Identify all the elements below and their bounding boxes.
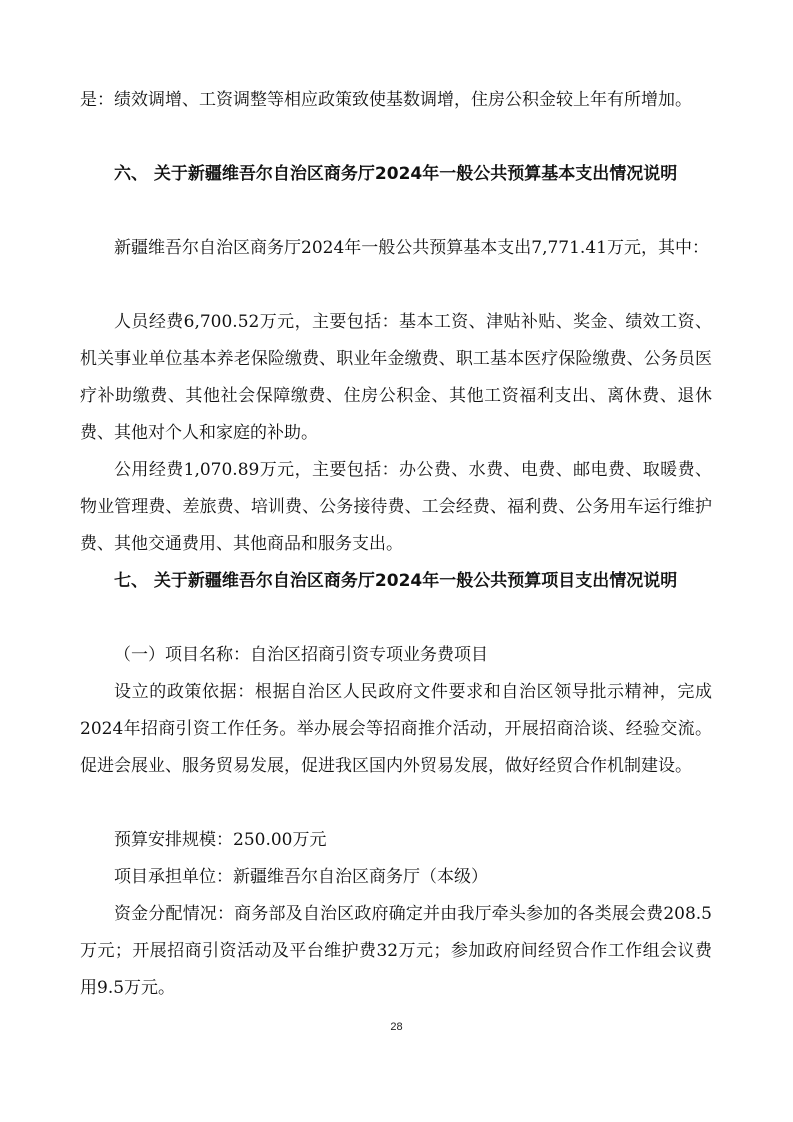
paragraph-basic-expenditure: 新疆维吾尔自治区商务厅2024年一般公共预算基本支出7,771.41万元，其中： — [114, 238, 709, 258]
paragraph-personnel-expenses: 人员经费6,700.52万元，主要包括：基本工资、津贴补贴、奖金、绩效工资、机关事业单位基本养老保险缴费、职业年金缴费、职工基本医疗保险缴费、公务员医疗补助缴费、其他社会保障缴费、住房公积金、其他工资福利支出、离休费、退休费、其他对个人和家庭的补助。 — [80, 312, 712, 443]
paragraph-continuation: 是：绩效调增、工资调整等相应政策致使基数调增，住房公积金较上年有所增加。 — [80, 90, 692, 110]
paragraph-public-expenses: 公用经费1,070.89万元，主要包括：办公费、水费、电费、邮电费、取暖费、物业管理费、差旅费、培训费、公务接待费、工会经费、福利费、公务用车运行维护费、其他交通费用、其他商品和服务支出。 — [80, 460, 712, 554]
section-heading-7: 七、 关于新疆维吾尔自治区商务厅2024年一般公共预算项目支出情况说明 — [114, 571, 678, 591]
paragraph-fund-allocation: 资金分配情况：商务部及自治区政府确定并由我厅牵头参加的各类展会费208.5万元；开展招商引资活动及平台维护费32万元；参加政府间经贸合作工作组会议费用9.5万元。 — [80, 904, 712, 998]
paragraph-policy-basis: 设立的政策依据：根据自治区人民政府文件要求和自治区领导批示精神，完成2024年招商引资工作任务。举办展会等招商推介活动，开展招商洽谈、经验交流。促进会展业、服务贸易发展，促进我区国内外贸易发展，做好经贸合作机制建设。 — [80, 682, 712, 776]
budget-scale: 预算安排规模：250.00万元 — [114, 830, 327, 850]
page-number: 28 — [390, 1021, 403, 1033]
section-heading-6: 六、 关于新疆维吾尔自治区商务厅2024年一般公共预算基本支出情况说明 — [114, 164, 678, 184]
project-name: （一）项目名称：自治区招商引资专项业务费项目 — [114, 645, 488, 665]
project-unit: 项目承担单位：新疆维吾尔自治区商务厅（本级） — [114, 867, 488, 887]
